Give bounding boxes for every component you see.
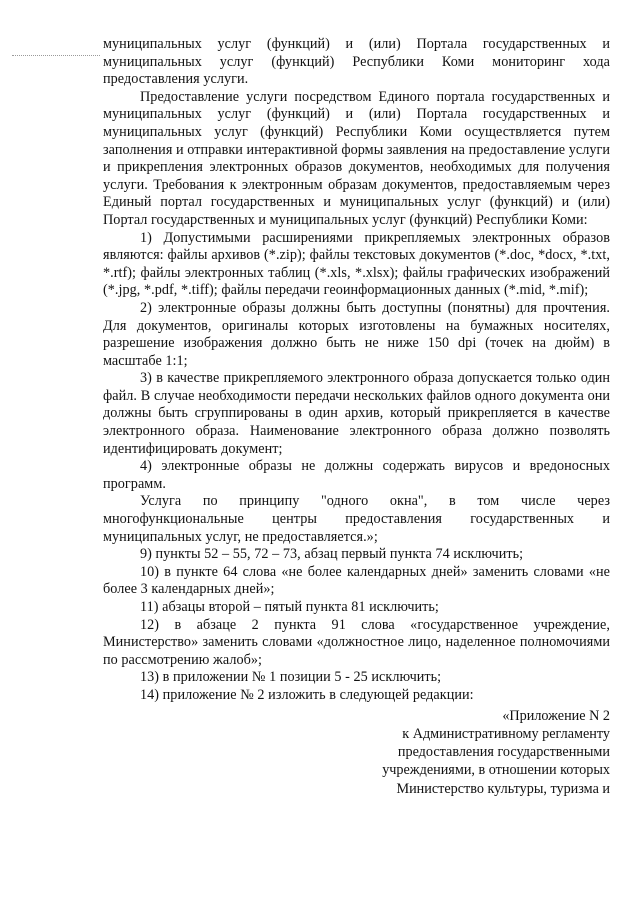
paragraph-6: Услуга по принципу "одного окна", в том числе через многофункциональные центры предоставления государственных и муниципальных услуг, не предоставляется.»; xyxy=(103,493,610,545)
paragraph-11: 13) в приложении № 1 позиции 5 - 25 исключить; xyxy=(140,669,442,686)
paragraph-4: 3) в качестве прикрепляемого электронного образа допускается только один файл. В случае необходимости передачи нескольких файлов одного документа они должны быть сгруппированы в один архив, который прикрепляется в качестве электронного образа. Наименование электронного образа должно позволять идентифицировать документ; xyxy=(103,370,610,457)
appendix-line-3: предоставления государственными xyxy=(397,744,610,761)
paragraph-2: 1) Допустимыми расширениями прикрепляемых электронных образов являются: файлы архивов (*.zip); файлы текстовых документов (*.doc, *docx, *.txt, *.rtf); файлы электронных таблиц (*.xls, *.xlsx); файлы графических изображений (*.jpg, *.pdf, *.tiff); файлы передачи геоинформационных данных (*.mid, *.mif); xyxy=(103,229,610,299)
paragraph-5: 4) электронные образы не должны содержать вирусов и вредоносных программ. xyxy=(103,458,610,492)
appendix-line-4: учреждениями, в отношении которых xyxy=(382,762,610,779)
appendix-line-1: «Приложение N 2 xyxy=(502,707,610,724)
appendix-line-2: к Административному регламенту xyxy=(402,725,610,742)
paragraph-3: 2) электронные образы должны быть доступны (понятны) для прочтения. Для документов, оригиналы которых изготовлены на бумажных носителях, разрешение изображения должно быть не ниже 150 dpi (точек на дюйм) в масштабе 1:1; xyxy=(103,299,610,369)
appendix-header xyxy=(103,707,610,798)
paragraph-0: муниципальных услуг (функций) и (или) Портала государственных и муниципальных услуг (функций) Республики Коми мониторинг хода предоставления услуги. xyxy=(103,36,610,88)
paragraph-12: 14) приложение № 2 изложить в следующей редакции: xyxy=(140,686,474,703)
paragraph-7: 9) пункты 52 – 55, 72 – 73, абзац первый пункта 74 исключить; xyxy=(140,546,524,563)
appendix-line-5: Министерство культуры, туризма и xyxy=(396,780,610,797)
paragraph-1: Предоставление услуги посредством Единого портала государственных и муниципальных услуг (функций) и (или) Портала государственных и муниципальных услуг (функций) Республики Коми осуществляется путем заполнения и отправки интерактивной формы заявления на предоставление услуги и прикрепления электронных образов документов, необходимых для получения услуги. Требования к электронным образам документов, предоставляемым через Единый портал государственных и муниципальных услуг (функций) и (или) Портал государственных и муниципальных услуг (функций) Республики Коми: xyxy=(103,88,610,228)
paragraph-8: 10) в пункте 64 слова «не более календарных дней» заменить словами «не более 3 календарных дней»; xyxy=(103,563,610,598)
scan-artifact xyxy=(12,55,100,56)
paragraph-10: 12) в абзаце 2 пункта 91 слова «государственное учреждение, Министерство» заменить словами «должностное лицо, наделенное полномочиями по рассмотрению жалоб»; xyxy=(103,616,610,668)
paragraph-9: 11) абзацы второй – пятый пункта 81 исключить; xyxy=(140,599,439,615)
